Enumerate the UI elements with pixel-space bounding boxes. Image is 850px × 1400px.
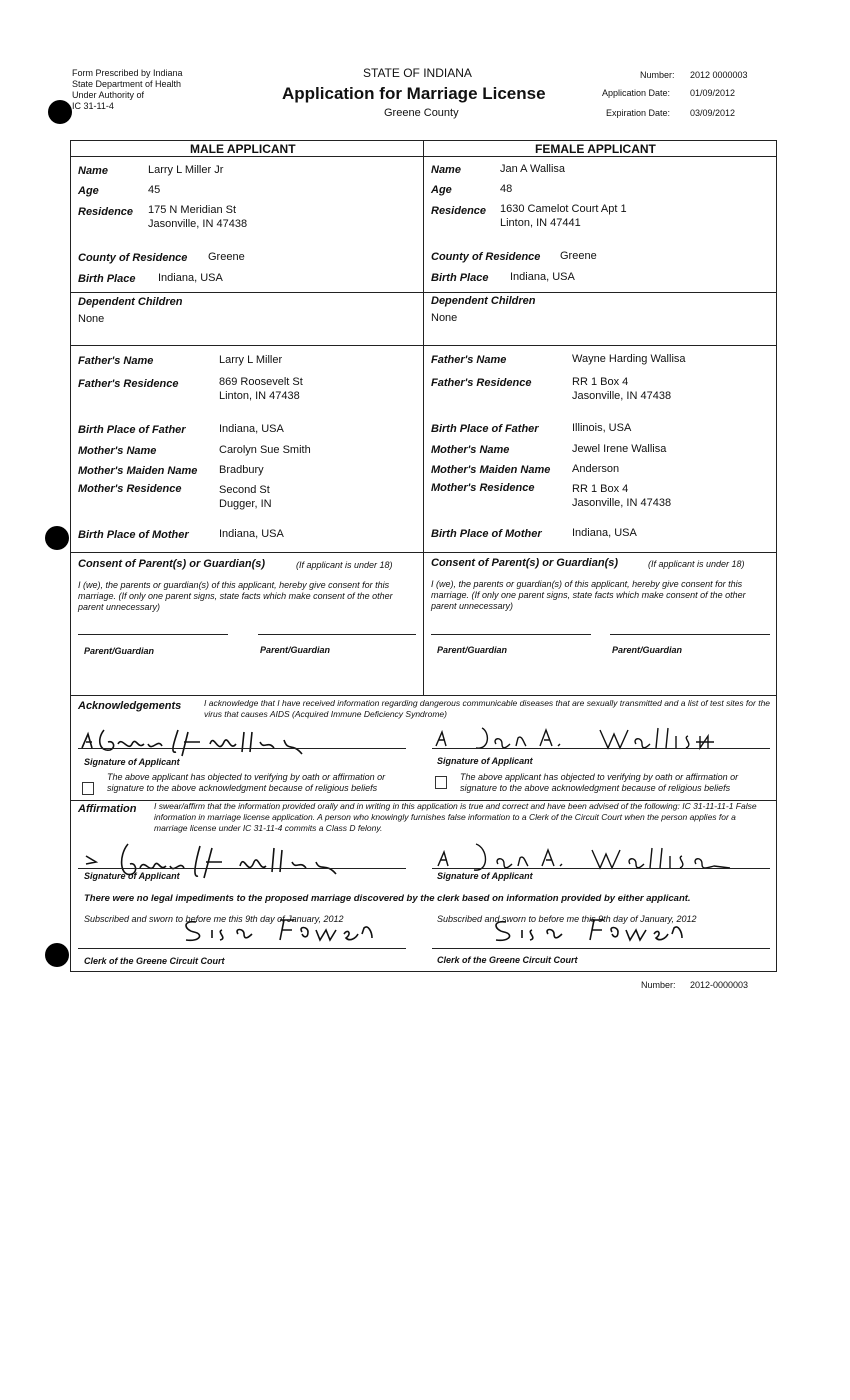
section-divider xyxy=(70,552,777,553)
female-objection-checkbox[interactable] xyxy=(435,776,447,789)
male-clerk-sig-line xyxy=(78,948,406,949)
male-consent-text: I (we), the parents or guardian(s) of this applicant, hereby give consent for this marriage. (If only one parent signs, state facts which make consent of the other parent unnecessary) xyxy=(78,580,393,612)
female-clerk-label: Clerk of the Greene Circuit Court xyxy=(437,955,578,965)
female-name-label: Name xyxy=(431,164,461,176)
female-mother-name-label: Mother's Name xyxy=(431,444,510,456)
male-name-value: Larry L Miller Jr xyxy=(148,164,224,176)
female-ack-sig-label: Signature of Applicant xyxy=(437,756,533,766)
male-residence-label: Residence xyxy=(78,206,134,218)
female-name-value: Jan A Wallisa xyxy=(500,163,566,175)
male-consent-title: Consent of Parent(s) or Guardian(s) xyxy=(78,558,266,570)
form-border-bottom xyxy=(70,971,777,972)
female-birth-father-label: Birth Place of Father xyxy=(431,423,539,435)
male-parent-guardian-1: Parent/Guardian xyxy=(84,646,155,656)
female-ack-sig-line xyxy=(432,748,770,749)
female-parent-sig-line xyxy=(431,634,591,635)
female-applicant-header: FEMALE APPLICANT xyxy=(535,142,656,156)
male-mother-res-line2: Dugger, IN xyxy=(219,498,272,510)
exp-date-value: 03/09/2012 xyxy=(690,108,736,118)
male-affirmation-sig-line xyxy=(78,868,406,869)
female-mother-res-line1: RR 1 Box 4 xyxy=(572,483,629,495)
female-age-value: 48 xyxy=(500,183,513,195)
acknowledgements-text: I acknowledge that I have received information regarding dangerous communicable diseases that are sexually transmitted and a list of test sites for the virus that causes AIDS (Acquired Immune Deficiency Syndrome) xyxy=(204,698,771,719)
punch-hole-mark xyxy=(45,526,69,550)
male-mother-maiden-label: Mother's Maiden Name xyxy=(78,465,198,477)
male-age-value: 45 xyxy=(148,184,161,196)
female-parent-guardian-2: Parent/Guardian xyxy=(612,645,683,655)
prescribed-line: Form Prescribed by Indiana xyxy=(72,68,183,78)
male-parent-sig-line xyxy=(78,634,228,635)
female-dependent-label: Dependent Children xyxy=(431,295,536,307)
male-mother-name-label: Mother's Name xyxy=(78,445,157,457)
male-county-value: Greene xyxy=(208,251,245,263)
female-clerk-sig-line xyxy=(432,948,770,949)
female-parent-sig-line xyxy=(610,634,770,635)
male-residence-line2: Jasonville, IN 47438 xyxy=(148,218,248,230)
male-age-label: Age xyxy=(78,185,99,197)
exp-date-label: Expiration Date: xyxy=(606,108,671,118)
female-objection-text: The above applicant has objected to verifying by oath or affirmation or signature to the above acknowledgment because of religious beliefs xyxy=(460,772,739,793)
male-birth-mother-label: Birth Place of Mother xyxy=(78,529,189,541)
header-underline xyxy=(70,156,777,157)
footer-number-value: 2012-0000003 xyxy=(690,980,749,990)
female-mother-maiden-value: Anderson xyxy=(572,463,620,475)
male-birth-place-label: Birth Place xyxy=(78,273,136,285)
male-parent-sig-line xyxy=(258,634,416,635)
female-mother-res-label: Mother's Residence xyxy=(431,482,535,494)
male-birth-father-label: Birth Place of Father xyxy=(78,424,186,436)
female-dependent-value: None xyxy=(431,312,458,324)
male-applicant-header: MALE APPLICANT xyxy=(190,142,296,156)
male-father-name-value: Larry L Miller xyxy=(219,354,283,366)
female-mother-maiden-label: Mother's Maiden Name xyxy=(431,464,551,476)
female-father-res-line1: RR 1 Box 4 xyxy=(572,376,629,388)
male-birth-mother-value: Indiana, USA xyxy=(219,528,284,540)
female-birth-father-value: Illinois, USA xyxy=(572,422,632,434)
male-clerk-signature xyxy=(176,912,376,946)
male-birth-place-value: Indiana, USA xyxy=(158,272,223,284)
female-consent-text: I (we), the parents or guardian(s) of this applicant, hereby give consent for this marriage. (If only one parent signs, state facts which make consent of the other parent unnecessary) xyxy=(431,579,746,611)
male-residence-line1: 175 N Meridian St xyxy=(148,204,237,216)
female-father-res-label: Father's Residence xyxy=(431,377,532,389)
male-dependent-value: None xyxy=(78,313,105,325)
section-divider xyxy=(70,695,777,696)
male-father-res-line2: Linton, IN 47438 xyxy=(219,390,300,402)
female-county-label: County of Residence xyxy=(431,251,541,263)
male-father-name-label: Father's Name xyxy=(78,355,154,367)
male-mother-res-label: Mother's Residence xyxy=(78,483,182,495)
female-age-label: Age xyxy=(431,184,452,196)
form-border-left xyxy=(70,140,71,972)
female-county-value: Greene xyxy=(560,250,597,262)
male-mother-res-line1: Second St xyxy=(219,484,270,496)
number-value: 2012 0000003 xyxy=(690,70,748,80)
male-ack-sig-line xyxy=(78,748,406,749)
impediments-statement: There were no legal impediments to the proposed marriage discovered by the clerk based on information provided by either applicant. xyxy=(84,893,691,904)
female-subscribed-text: Subscribed and sworn to before me this 9th day of January, 2012 xyxy=(437,914,697,924)
male-dependent-label: Dependent Children xyxy=(78,296,183,308)
female-mother-res-line2: Jasonville, IN 47438 xyxy=(572,497,672,509)
punch-hole-mark xyxy=(45,943,69,967)
number-label: Number: xyxy=(640,70,675,80)
male-birth-father-value: Indiana, USA xyxy=(219,423,284,435)
prescribed-line: State Department of Health xyxy=(72,79,182,89)
section-divider xyxy=(70,292,777,293)
female-consent-note: (If applicant is under 18) xyxy=(648,559,745,569)
female-father-name-label: Father's Name xyxy=(431,354,507,366)
prescribed-line: IC 31-11-4 xyxy=(72,101,114,111)
footer-number-label: Number: xyxy=(641,980,676,990)
male-ack-sig-label: Signature of Applicant xyxy=(84,757,180,767)
female-residence-label: Residence xyxy=(431,205,487,217)
punch-hole-mark xyxy=(48,100,72,124)
affirmation-text: I swear/affirm that the information provided orally and in writing in this application is true and correct and have been advised of the following: IC 31-11-11-1 False information in marriage license application. A person who knowingly furnishes false information to a Clerk of the Circuit Court when the person applies for a marriage license under IC 31-11-4 commits a Class D felony. xyxy=(154,801,757,833)
male-ack-signature xyxy=(78,722,338,762)
male-parent-guardian-2: Parent/Guardian xyxy=(260,645,331,655)
male-objection-checkbox[interactable] xyxy=(82,782,94,795)
section-divider xyxy=(70,345,777,346)
male-clerk-label: Clerk of the Greene Circuit Court xyxy=(84,956,225,966)
male-objection-text: The above applicant has objected to verifying by oath or affirmation or signature to the above acknowledgment because of religious beliefs xyxy=(107,772,386,793)
page-title: Application for Marriage License xyxy=(282,84,546,103)
female-mother-name-value: Jewel Irene Wallisa xyxy=(572,443,667,455)
male-father-res-line1: 869 Roosevelt St xyxy=(219,376,303,388)
female-residence-line1: 1630 Camelot Court Apt 1 xyxy=(500,203,627,215)
female-affirmation-sig-line xyxy=(432,868,770,869)
county-heading: Greene County xyxy=(384,107,459,119)
female-father-name-value: Wayne Harding Wallisa xyxy=(572,353,686,365)
male-mother-maiden-value: Bradbury xyxy=(219,464,264,476)
affirmation-title: Affirmation xyxy=(78,803,137,815)
female-birth-mother-label: Birth Place of Mother xyxy=(431,528,542,540)
female-birth-place-value: Indiana, USA xyxy=(510,271,575,283)
female-consent-title: Consent of Parent(s) or Guardian(s) xyxy=(431,557,619,569)
male-father-res-label: Father's Residence xyxy=(78,378,179,390)
male-affirmation-sig-label: Signature of Applicant xyxy=(84,871,180,881)
female-father-res-line2: Jasonville, IN 47438 xyxy=(572,390,672,402)
female-birth-mother-value: Indiana, USA xyxy=(572,527,637,539)
male-mother-name-value: Carolyn Sue Smith xyxy=(219,444,311,456)
female-residence-line2: Linton, IN 47441 xyxy=(500,217,581,229)
column-divider xyxy=(423,140,424,695)
male-county-label: County of Residence xyxy=(78,252,188,264)
state-heading: STATE OF INDIANA xyxy=(363,66,472,80)
app-date-value: 01/09/2012 xyxy=(690,88,736,98)
female-affirmation-sig-label: Signature of Applicant xyxy=(437,871,533,881)
female-clerk-signature xyxy=(486,912,686,946)
prescribed-line: Under Authority of xyxy=(72,90,145,100)
female-birth-place-label: Birth Place xyxy=(431,272,489,284)
female-parent-guardian-1: Parent/Guardian xyxy=(437,645,508,655)
acknowledgements-title: Acknowledgements xyxy=(78,700,182,712)
form-border-right xyxy=(776,140,777,972)
male-consent-note: (If applicant is under 18) xyxy=(296,560,393,570)
app-date-label: Application Date: xyxy=(602,88,671,98)
male-subscribed-text: Subscribed and sworn to before me this 9th day of January, 2012 xyxy=(84,914,344,924)
male-name-label: Name xyxy=(78,165,108,177)
